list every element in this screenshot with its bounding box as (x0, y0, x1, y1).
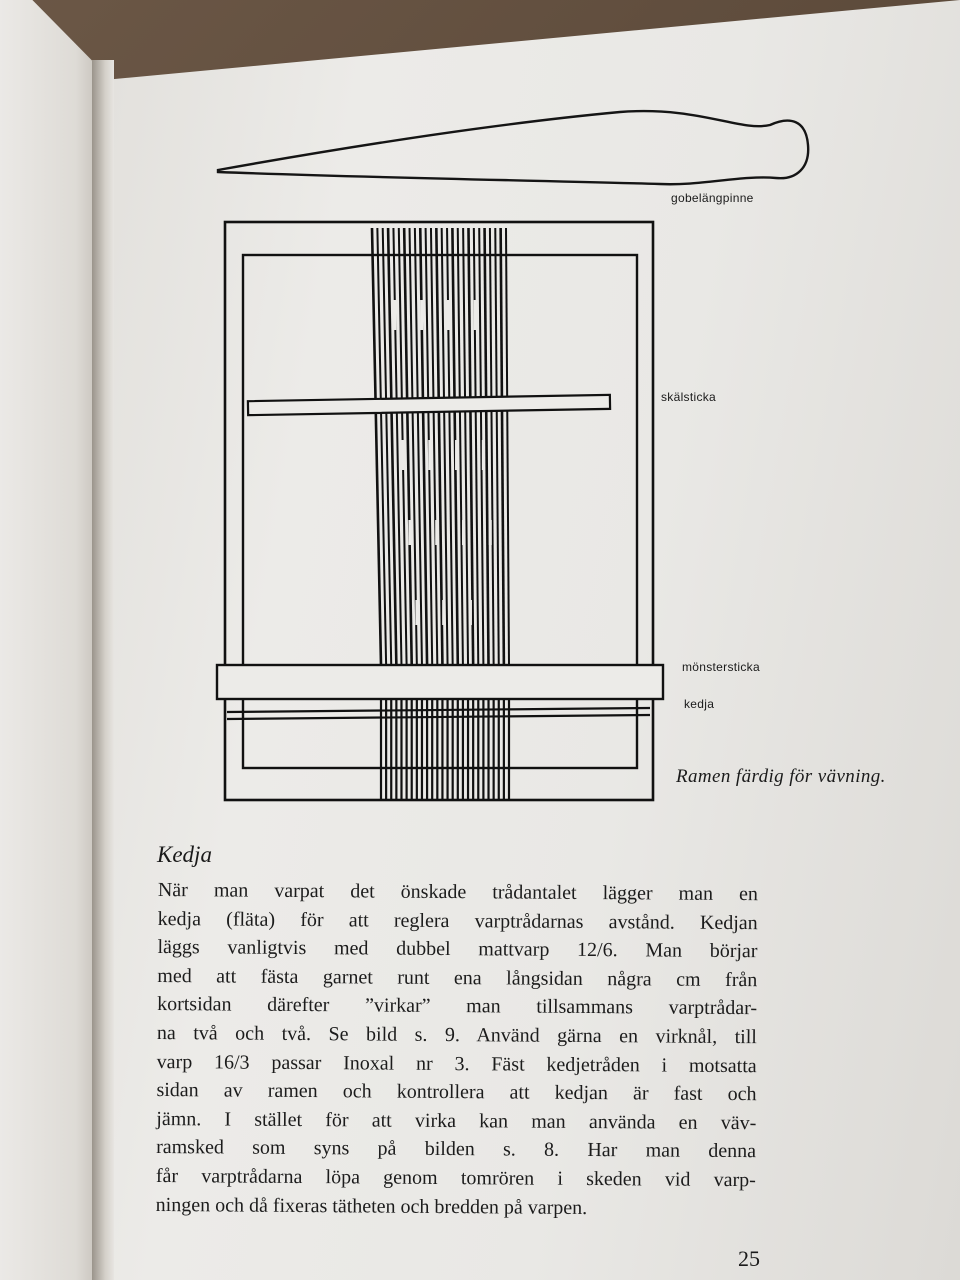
weave-gap (462, 520, 465, 545)
weave-gap (482, 440, 485, 470)
warp-thread (501, 228, 504, 665)
text-line: När man varpat det önskade trådantalet lägger man en (157, 878, 758, 906)
warp-thread (468, 228, 473, 665)
warp-thread (447, 228, 453, 665)
weave-gap (401, 440, 404, 470)
weave-gap (408, 520, 411, 545)
chain-line-1 (227, 708, 650, 712)
weave-gap (428, 440, 431, 470)
text-line: na två och två. Se bild s. 9. Använd gärna en virknål, till (156, 1021, 757, 1049)
text-line: varp 16/3 passar Inoxal nr 3. Fäst kedjetråden i motsatta (156, 1050, 757, 1077)
weave-gap (469, 600, 472, 625)
text-line: ramsked som syns på bilden s. 8. Har man denna (156, 1136, 757, 1163)
weave-gap (393, 300, 396, 330)
weave-gap (455, 440, 458, 470)
label-shed-stick: skälsticka (661, 390, 717, 404)
text-line: kedja (fläta) för att reglera varptrådarnas avstånd. Kedjan (157, 907, 758, 934)
text-line: får varptrådarna löpa genom tomrören i skeden vid varp- (155, 1164, 756, 1192)
warp-thread (495, 228, 498, 665)
section-heading: Kedja (157, 842, 212, 867)
text-line: kortsidan därefter ”virkar” man tillsammans varptrådar- (157, 993, 758, 1020)
page-number: 25 (738, 1246, 760, 1271)
text-line: med att fästa garnet runt ena långsidan några cm från (157, 964, 758, 991)
warp-threads-bottom (381, 699, 509, 800)
text-line: sidan av ramen och kontrollera att kedjan är fast och (156, 1079, 757, 1106)
warp-thread (490, 228, 494, 665)
body-paragraph (156, 876, 758, 1223)
warp-thread (463, 228, 468, 665)
label-pattern-stick: mönstersticka (682, 660, 760, 674)
weave-gap (435, 520, 438, 545)
pattern-stick (217, 665, 663, 699)
warp-thread (485, 228, 489, 665)
tapestry-beater-shape (218, 111, 808, 184)
chain-line-2 (227, 715, 650, 719)
weave-gap (474, 300, 477, 330)
figure-caption: Ramen färdig för vävning. (676, 766, 886, 787)
weave-gap (415, 600, 418, 625)
label-chain: kedja (684, 697, 715, 711)
warp-thread (506, 228, 509, 665)
shed-stick (248, 395, 610, 415)
warp-thread (474, 228, 478, 665)
weave-gap (447, 300, 450, 330)
weave-gap (420, 300, 423, 330)
text-line: jämn. I stället för att virka kan man använda en väv- (156, 1107, 757, 1134)
label-tapestry-beater: gobelängpinne (671, 191, 754, 205)
text-line: ningen och då fixeras tätheten och bredden på varpen. (155, 1193, 588, 1219)
weave-gap (442, 600, 445, 625)
text-line: läggs vanligtvis med dubbel mattvarp 12/6. Man börjar (157, 936, 758, 963)
warp-thread (458, 228, 463, 665)
weave-gap (489, 520, 492, 545)
warp-threads (372, 228, 509, 665)
